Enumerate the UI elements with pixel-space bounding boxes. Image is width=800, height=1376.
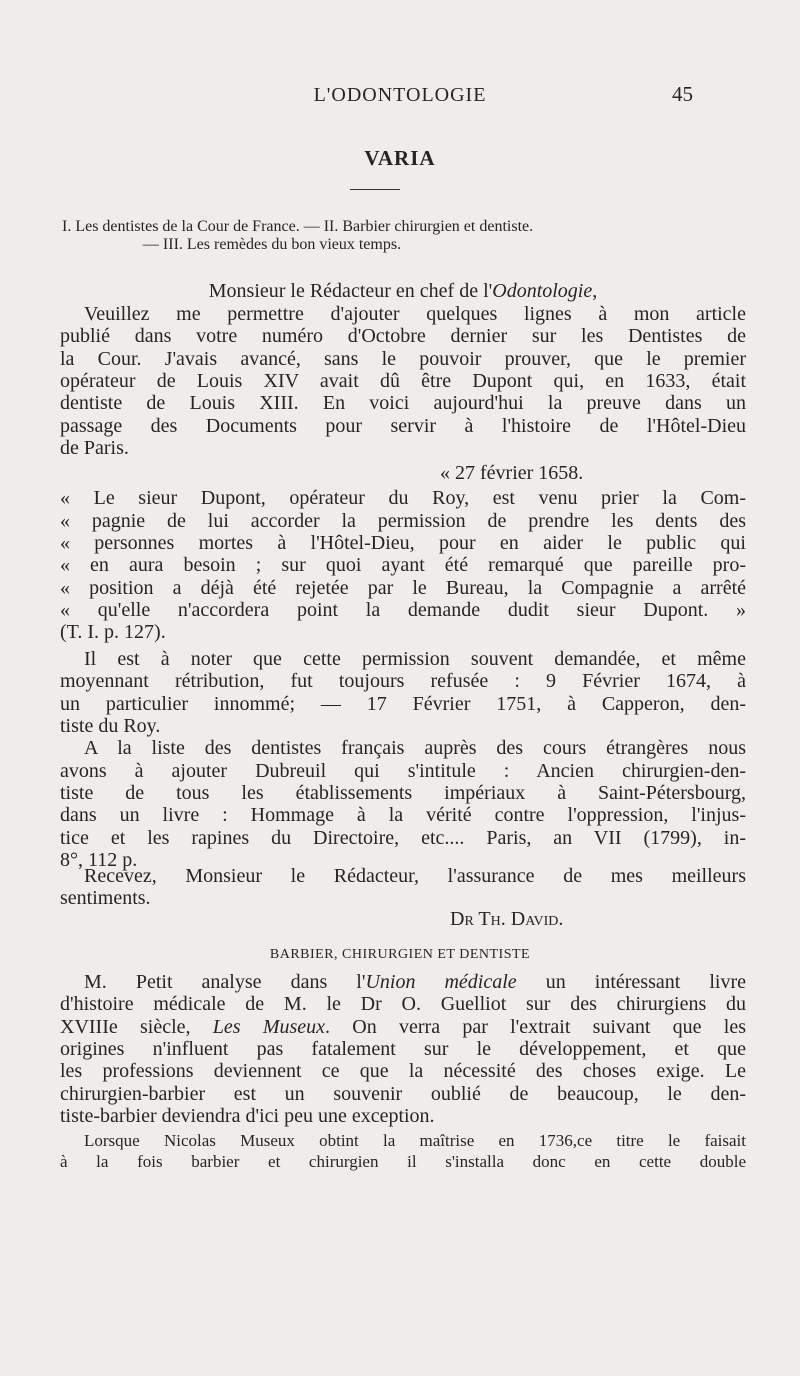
section-title: BARBIER, CHIRURGIEN ET DENTISTE — [269, 947, 531, 962]
paragraph-line: dans un livre : Hommage à la vérité contre l'oppression, l'injus- — [60, 804, 746, 826]
quote2-line: Lorsque Nicolas Museux obtint la maîtrise en 1736,ce titre le faisait — [84, 1131, 746, 1150]
closing-line: Recevez, Monsieur le Rédacteur, l'assurance de mes meilleurs — [84, 865, 746, 887]
letter-line: dentiste de Louis XIII. En voici aujourd'hui la preuve dans un — [60, 392, 746, 414]
section-line: origines n'influent pas fatalement sur le développement, et que — [60, 1038, 746, 1060]
paragraph-line: A la liste des dentistes français auprès des cours étrangères nous — [84, 737, 746, 759]
letter-line: Veuillez me permettre d'ajouter quelques lignes à mon article — [84, 303, 746, 325]
quote-citation: (T. I. p. 127). — [60, 621, 166, 643]
salutation — [60, 280, 746, 302]
section-line: chirurgien-barbier est un souvenir oublié de beaucoup, le den- — [60, 1083, 746, 1105]
letter-line: opérateur de Louis XIV avait dû être Dupont qui, en 1633, était — [60, 370, 746, 392]
paragraph-line: tiste de tous les établissements impériaux à Saint-Pétersbourg, — [60, 782, 746, 804]
paragraph-line: 8°, 112 p. — [60, 849, 138, 871]
quote-line: « qu'elle n'accordera point la demande dudit sieur Dupont. » — [60, 599, 746, 621]
section-line: d'histoire médicale de M. le Dr O. Guelliot sur des chirurgiens du — [60, 993, 746, 1015]
summary-line: I. Les dentistes de la Cour de France. — II. Barbier chirurgien et dentiste. — [62, 218, 534, 235]
salutation-suffix: , — [592, 280, 598, 302]
paragraph-line: avons à ajouter Dubreuil qui s'intitule : Ancien chirurgien-den- — [60, 760, 746, 782]
section-line: les professions deviennent ce que la nécessité des choses exige. Le — [60, 1060, 746, 1082]
article-title: VARIA — [364, 146, 436, 170]
letter-line: la Cour. J'avais avancé, sans le pouvoir prouver, que le premier — [60, 348, 746, 370]
signature: Dr Th. David. — [450, 908, 564, 930]
title-rule — [350, 189, 400, 190]
quote-line: « Le sieur Dupont, opérateur du Roy, est venu prier la Com- — [60, 487, 746, 509]
salutation-prefix: Monsieur le Rédacteur en chef de l' — [208, 280, 493, 302]
section-line — [60, 971, 746, 993]
quote-line: « pagnie de lui accorder la permission de prendre les dents des — [60, 510, 746, 532]
paragraph-line: tice et les rapines du Directoire, etc.... Paris, an VII (1799), in- — [60, 827, 746, 849]
paragraph-line: Il est à noter que cette permission souvent demandée, et même — [84, 648, 746, 670]
summary-line: — III. Les remèdes du bon vieux temps. — [142, 236, 402, 253]
closing-line: sentiments. — [60, 887, 151, 909]
quote2-line: à la fois barbier et chirurgien il s'installa donc en cette double — [60, 1152, 746, 1171]
running-title: L'ODONTOLOGIE — [313, 84, 487, 106]
quote-line: « personnes mortes à l'Hôtel-Dieu, pour en aider le public qui — [60, 532, 746, 554]
section-line — [60, 1016, 746, 1038]
journal-name: Odontologie — [492, 280, 593, 302]
letter-line: publié dans votre numéro d'Octobre dernier sur les Dentistes de — [60, 325, 746, 347]
quote-line: « en aura besoin ; sur quoi ayant été remarqué que pareille pro- — [60, 554, 746, 576]
quote-date: « 27 février 1658. — [440, 462, 584, 484]
letter-line: passage des Documents pour servir à l'histoire de l'Hôtel-Dieu — [60, 415, 746, 437]
quote-line: « position a déjà été rejetée par le Bureau, la Compagnie a arrêté — [60, 577, 746, 599]
paragraph-line: moyennant rétribution, fut toujours refusée : 9 Février 1674, à — [60, 670, 746, 692]
letter-line: de Paris. — [60, 437, 129, 459]
section-text: un intéressant livre — [516, 971, 746, 993]
section-text: XVIIIe siècle, — [60, 1016, 213, 1038]
book-title: Les Museux — [212, 1016, 326, 1038]
page-number: 45 — [672, 82, 693, 106]
paragraph-line: tiste du Roy. — [60, 715, 161, 737]
section-text: . On verra par l'extrait suivant que les — [325, 1016, 747, 1038]
journal-name: Union médicale — [365, 971, 517, 993]
section-text: M. Petit analyse dans l' — [84, 971, 366, 993]
paragraph-line: un particulier innommé; — 17 Février 1751, à Capperon, den- — [60, 693, 746, 715]
section-line: tiste-barbier deviendra d'ici peu une exception. — [60, 1105, 435, 1127]
